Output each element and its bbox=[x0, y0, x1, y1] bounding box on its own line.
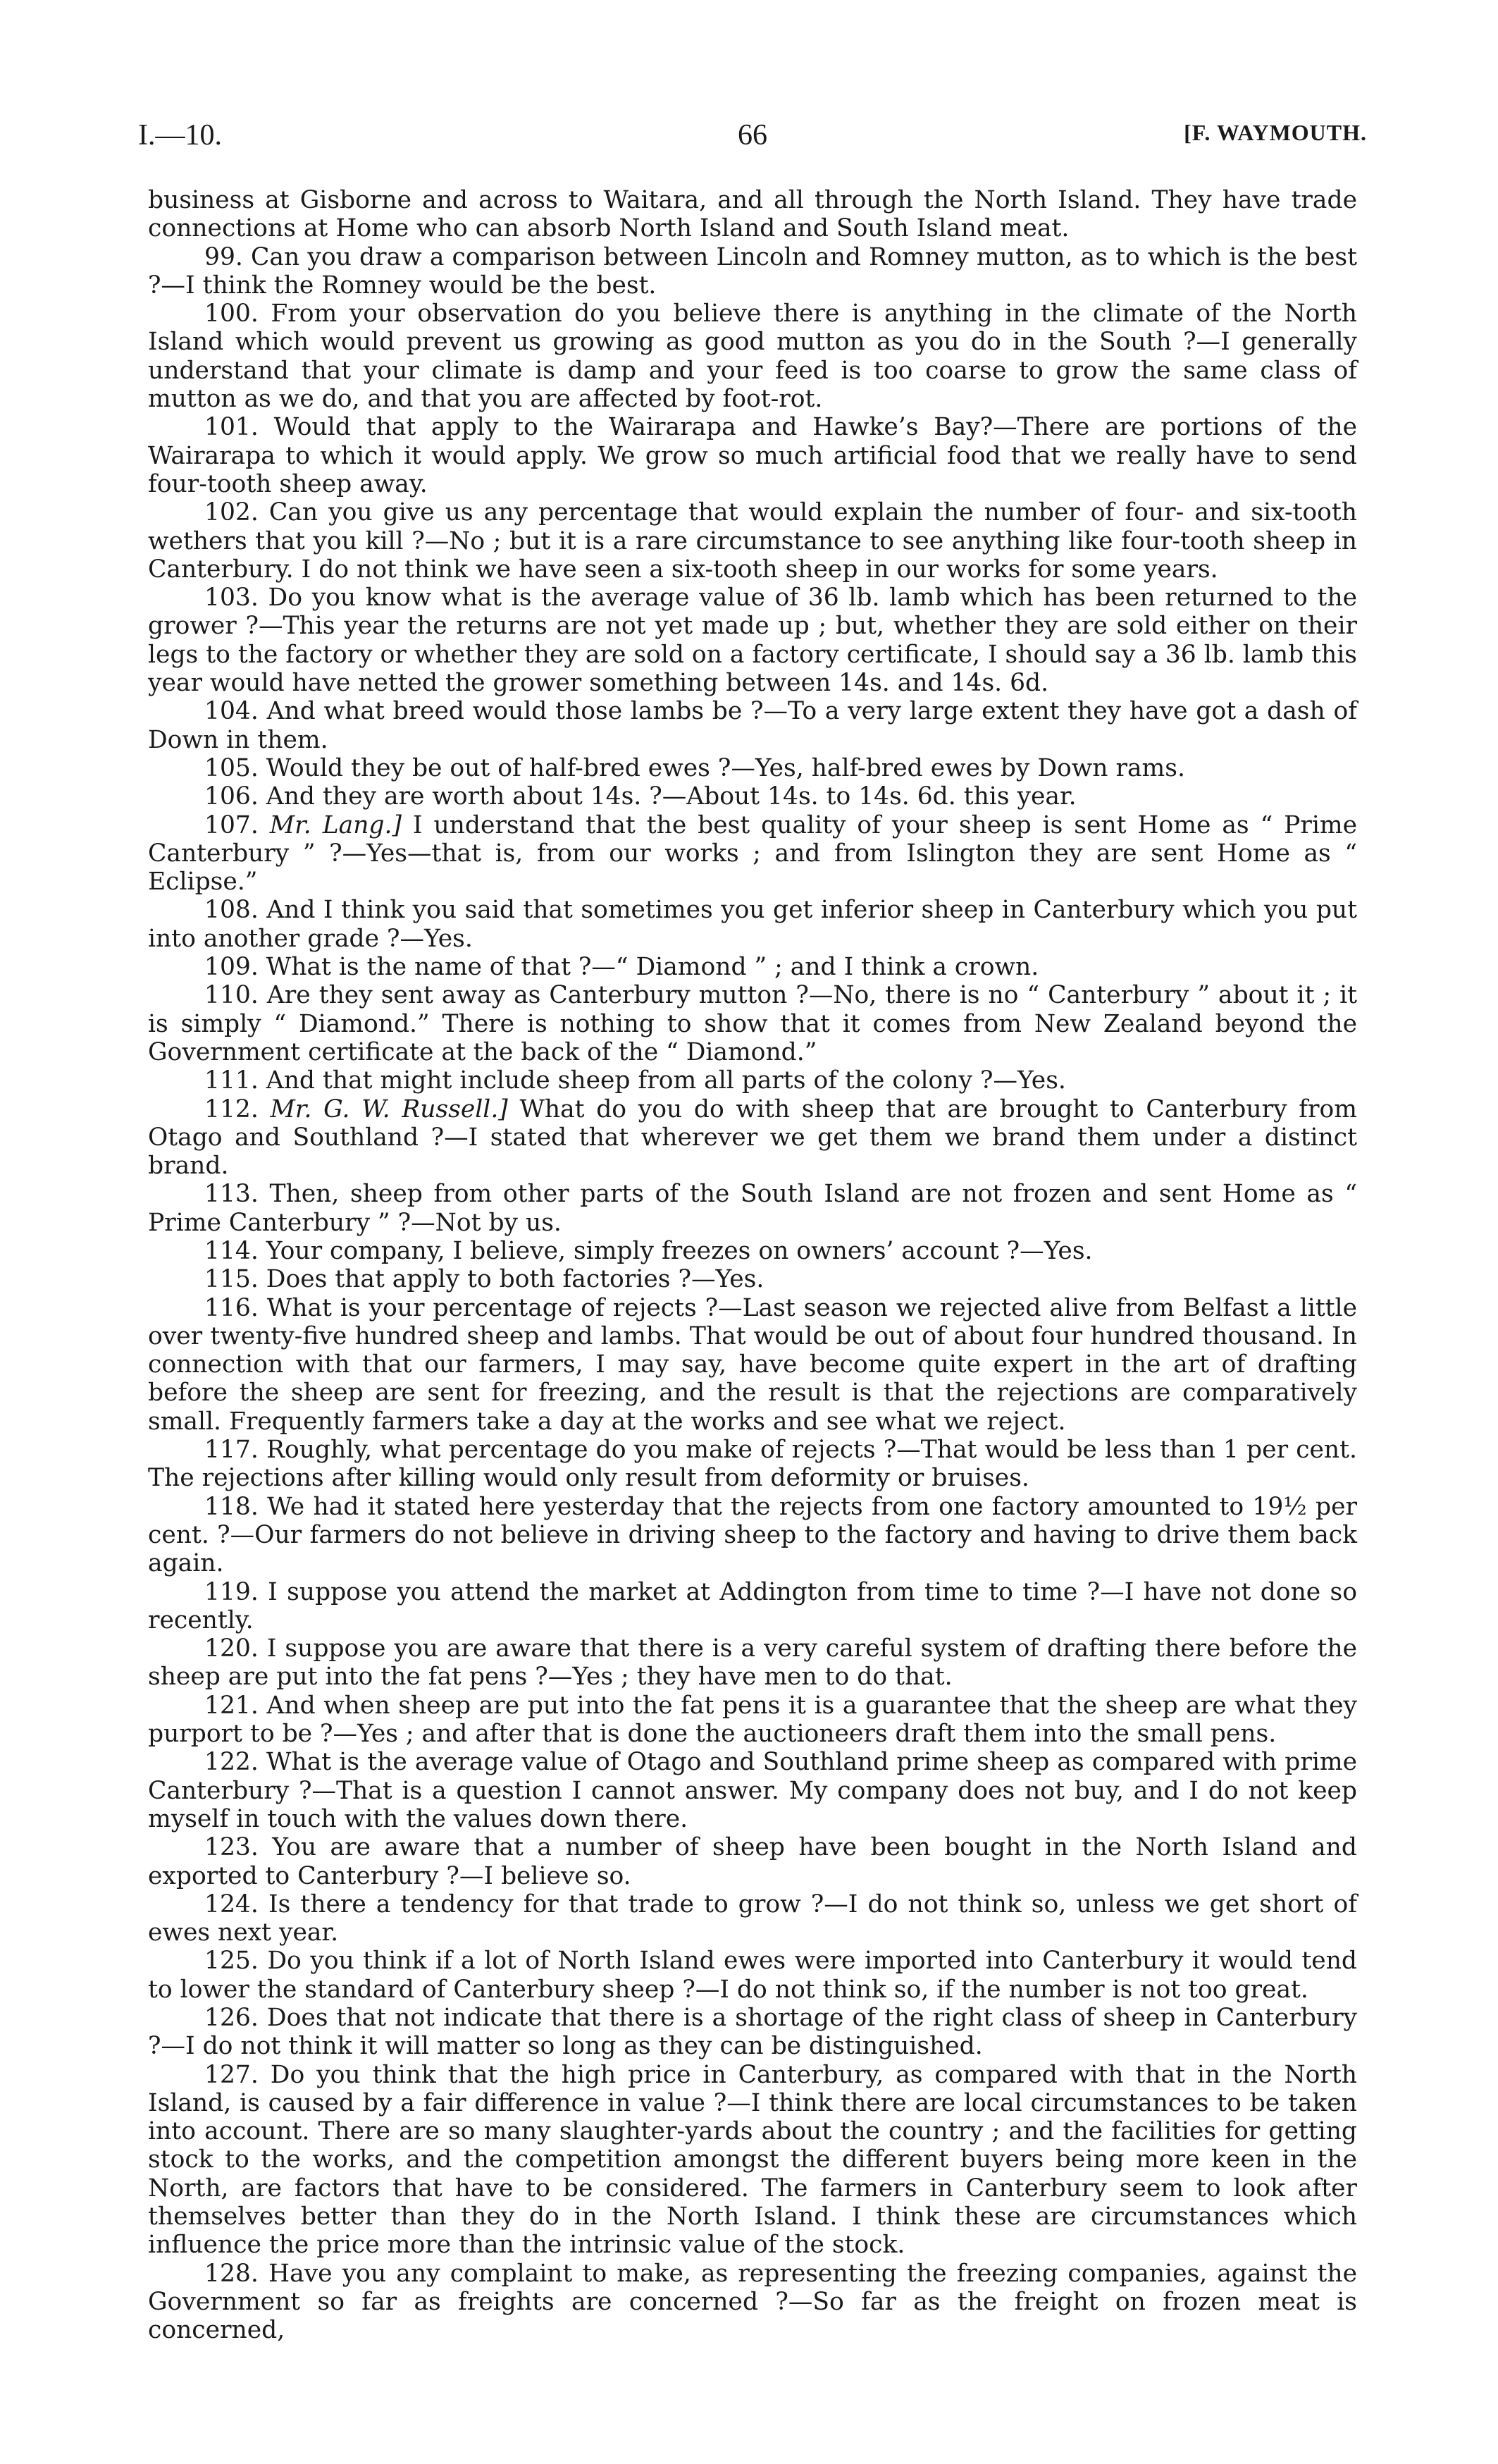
paragraph-text: Is there a tendency for that trade to grow ?—I do not think so, unless we get short of ewes next year. bbox=[148, 1890, 1358, 1947]
question-number: 101. bbox=[204, 413, 259, 442]
paragraph-text: What is the name of that ?—“ Diamond ” ; and I think a crown. bbox=[266, 953, 1039, 982]
paragraph-text: business at Gisborne and across to Waitara, and all through the North Island. They have trade connections at Home who can absorb North Island and South Island meat. bbox=[148, 186, 1357, 243]
question-number: 99. bbox=[204, 242, 243, 271]
question-number: 122. bbox=[204, 1748, 259, 1777]
question-paragraph bbox=[148, 1493, 1357, 1578]
question-paragraph bbox=[148, 243, 1357, 300]
paragraph-text: Would they be out of half-bred ewes ?—Yes, half-bred ewes by Down rams. bbox=[266, 753, 1185, 782]
document-body bbox=[148, 186, 1357, 2345]
question-paragraph bbox=[148, 981, 1357, 1066]
question-number: 119. bbox=[204, 1577, 259, 1606]
paragraph-text: Have you any complaint to make, as representing the freezing companies, against the Government so far as freights are concerned ?—So far as the freight on frozen meat is concerned, bbox=[148, 2259, 1358, 2345]
question-paragraph bbox=[148, 300, 1357, 413]
page-number: 66 bbox=[738, 119, 767, 152]
question-number: 107. bbox=[204, 811, 259, 839]
question-number: 100. bbox=[204, 300, 259, 328]
speaker-name: Mr. G. W. Russell.] bbox=[270, 1095, 508, 1123]
paragraph-text: And they are worth about 14s. ?—About 14s. to 14s. 6d. this year. bbox=[266, 782, 1077, 811]
paragraph-text: What do you do with sheep that are brought to Canterbury from Otago and Southland ?—I stated that wherever we get them we brand them under a distinct brand. bbox=[148, 1095, 1358, 1181]
paragraph-text: I understand that the best quality of your sheep is sent Home as “ Prime Canterbury ” ?—Yes—that is, from our works ; and from Islington they are sent Home as “ Eclipse.” bbox=[148, 811, 1358, 897]
question-paragraph bbox=[148, 413, 1357, 498]
question-number: 106. bbox=[204, 782, 259, 811]
question-paragraph bbox=[148, 1890, 1357, 1947]
question-paragraph bbox=[148, 498, 1357, 584]
question-number: 105. bbox=[204, 753, 259, 782]
paragraph-text: Are they sent away as Canterbury mutton ?—No, there is no “ Canterbury ” about it ; it is simply “ Diamond.” There is nothing to show that it comes from New Zealand beyond the Government certificate at the back of the “ Diamond.” bbox=[148, 981, 1358, 1066]
question-paragraph bbox=[148, 953, 1357, 981]
paragraph-text: Do you think if a lot of North Island ewes were imported into Canterbury it would tend to lower the standard of Canterbury sheep ?—I do not think so, if the number is not too great. bbox=[148, 1947, 1358, 2004]
question-number: 124. bbox=[204, 1890, 259, 1918]
question-number: 118. bbox=[204, 1492, 259, 1521]
question-number: 104. bbox=[204, 697, 259, 726]
question-paragraph bbox=[148, 1692, 1357, 1749]
question-number: 102. bbox=[204, 498, 259, 527]
witness-name: [F. WAYMOUTH. bbox=[1184, 120, 1367, 145]
question-number: 126. bbox=[204, 2004, 259, 2032]
paragraph-text: Would that apply to the Wairarapa and Hawke’s Bay?—There are portions of the Wairarapa to which it would apply. We grow so much artificial food that we really have to send four-tooth sheep away. bbox=[148, 413, 1357, 498]
question-paragraph bbox=[148, 811, 1357, 897]
question-paragraph bbox=[148, 697, 1357, 754]
question-number: 103. bbox=[204, 584, 259, 612]
paragraph-text: What is your percentage of rejects ?—Last season we rejected alive from Belfast a little over twenty-five hundred sheep and lambs. That would be out of about four hundred thousand. In connection with that our farmers, I may say, have become quite expert in the art of drafting before the sheep are sent for freezing, and the result is that the rejections are comparatively small. Frequently farmers take a day at the works and see what we reject. bbox=[148, 1293, 1358, 1436]
paragraph-text: We had it stated here yesterday that the rejects from one factory amounted to 19½ per cent. ?—Our farmers do not believe in driving sheep to the factory and having to drive them back again. bbox=[148, 1492, 1357, 1578]
paragraph-text: I suppose you are aware that there is a very careful system of drafting there before the sheep are put into the fat pens ?—Yes ; they have men to do that. bbox=[148, 1634, 1357, 1692]
question-number: 120. bbox=[204, 1634, 259, 1663]
question-paragraph bbox=[148, 1294, 1357, 1436]
paragraph-text: And what breed would those lambs be ?—To a very large extent they have got a dash of Down in them. bbox=[148, 697, 1358, 754]
question-number: 117. bbox=[204, 1436, 259, 1465]
question-number: 114. bbox=[204, 1236, 259, 1265]
question-paragraph bbox=[148, 1436, 1357, 1493]
question-paragraph bbox=[148, 896, 1357, 953]
question-number: 111. bbox=[204, 1066, 259, 1095]
continued-paragraph bbox=[148, 186, 1357, 243]
paragraph-text: Does that apply to both factories ?—Yes. bbox=[266, 1265, 765, 1294]
question-paragraph bbox=[148, 1265, 1357, 1293]
question-number: 112. bbox=[204, 1095, 259, 1123]
paragraph-text: Your company, I believe, simply freezes on owners’ account ?—Yes. bbox=[266, 1236, 1093, 1265]
paragraph-text: I suppose you attend the market at Addington from time to time ?—I have not done so recently. bbox=[148, 1577, 1357, 1634]
paragraph-text: And when sheep are put into the fat pens it is a guarantee that the sheep are what they purport to be ?—Yes ; and after that is done the auctioneers draft them into the small pens. bbox=[148, 1691, 1357, 1749]
question-number: 128. bbox=[204, 2259, 259, 2288]
question-number: 125. bbox=[204, 1947, 259, 1976]
question-paragraph bbox=[148, 1237, 1357, 1265]
question-paragraph bbox=[148, 1095, 1357, 1181]
question-number: 109. bbox=[204, 953, 259, 982]
question-paragraph bbox=[148, 2004, 1357, 2061]
question-paragraph bbox=[148, 1578, 1357, 1635]
paragraph-text: Can you draw a comparison between Lincoln and Romney mutton, as to which is the best ?—I think the Romney would be the best. bbox=[148, 242, 1357, 300]
paragraph-text: Do you know what is the average value of 36 lb. lamb which has been returned to the grower ?—This year the returns are not yet made up ; but, whether they are sold either on their legs to the factory or whether they are sold on a factory certificate, I should say a 36 lb. lamb this year would have netted the grower something between 14s. and 14s. 6d. bbox=[148, 584, 1358, 698]
paragraph-text: And I think you said that sometimes you get inferior sheep in Canterbury which you put into another grade ?—Yes. bbox=[148, 896, 1357, 953]
question-paragraph bbox=[148, 1634, 1357, 1692]
paragraph-text: Then, sheep from other parts of the South Island are not frozen and sent Home as “ Prime Canterbury ” ?—Not by us. bbox=[148, 1180, 1357, 1237]
question-paragraph bbox=[148, 584, 1357, 697]
question-number: 113. bbox=[204, 1180, 259, 1209]
paragraph-text: And that might include sheep from all parts of the colony ?—Yes. bbox=[266, 1066, 1066, 1095]
paragraph-text: What is the average value of Otago and Southland prime sheep as compared with prime Canterbury ?—That is a question I cannot answer. My company does not buy, and I do not keep myself in touch with the values down there. bbox=[148, 1748, 1358, 1833]
question-number: 115. bbox=[204, 1265, 259, 1294]
question-number: 116. bbox=[204, 1293, 259, 1322]
question-number: 127. bbox=[204, 2060, 259, 2089]
question-paragraph bbox=[148, 1180, 1357, 1237]
question-number: 110. bbox=[204, 981, 259, 1010]
question-paragraph bbox=[148, 1748, 1357, 1833]
question-number: 121. bbox=[204, 1691, 259, 1720]
paragraph-text: Can you give us any percentage that would explain the number of four- and six-tooth wethers that you kill ?—No ; but it is a rare circumstance to see anything like four-tooth sheep in Canterbury. I do not think we have seen a six-tooth sheep in our works for some years. bbox=[148, 498, 1357, 584]
page-header bbox=[138, 118, 1367, 161]
paragraph-text: You are aware that a number of sheep have been bought in the North Island and exported to Canterbury ?—I believe so. bbox=[148, 1833, 1357, 1890]
question-paragraph bbox=[148, 754, 1357, 782]
question-paragraph bbox=[148, 1066, 1357, 1095]
question-number: 123. bbox=[204, 1833, 259, 1862]
paragraph-text: Do you think that the high price in Canterbury, as compared with that in the North Island, is caused by a fair difference in value ?—I think there are local circumstances to be taken into account. There are so many slaughter-yards about the country ; and the facilities for getting stock to the works, and the competition amongst the different buyers being more keen in the North, are factors that have to be considered. The farmers in Canterbury seem to look after themselves better than they do in the North Island. I think these are circumstances which influence the price more than the intrinsic value of the stock. bbox=[148, 2060, 1358, 2260]
question-number: 108. bbox=[204, 896, 259, 925]
question-paragraph bbox=[148, 1947, 1357, 2004]
paragraph-text: From your observation do you believe there is anything in the climate of the North Island which would prevent us growing as good mutton as you do in the South ?—I generally understand that your climate is damp and your feed is too coarse to grow the same class of mutton as we do, and that you are affected by foot-rot. bbox=[148, 300, 1357, 414]
question-paragraph bbox=[148, 2260, 1357, 2345]
question-paragraph bbox=[148, 1833, 1357, 1890]
question-paragraph bbox=[148, 2061, 1357, 2260]
document-reference: I.—10. bbox=[138, 119, 222, 152]
speaker-name: Mr. Lang.] bbox=[269, 811, 402, 839]
paragraph-text: Roughly, what percentage do you make of rejects ?—That would be less than 1 per cent. The rejections after killing would only result from deformity or bruises. bbox=[148, 1436, 1357, 1493]
paragraph-text: Does that not indicate that there is a shortage of the right class of sheep in Canterbury ?—I do not think it will matter so long as they can be distinguished. bbox=[148, 2004, 1357, 2061]
question-paragraph bbox=[148, 782, 1357, 811]
